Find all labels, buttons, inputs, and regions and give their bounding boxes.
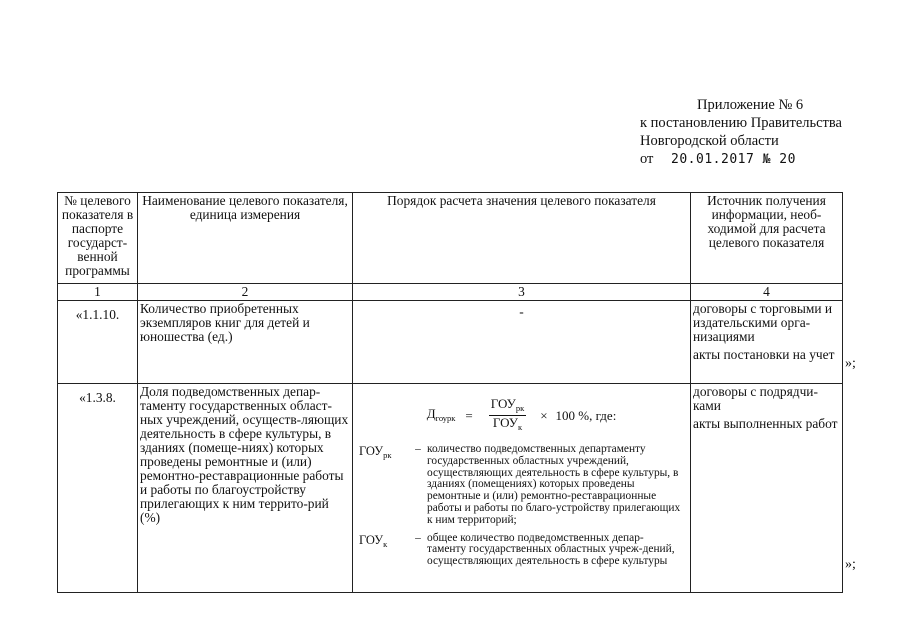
formula-equals: = (465, 407, 473, 423)
formula-fraction (489, 397, 526, 434)
document-header (0, 0, 905, 170)
header-cell-indicator-number: № целевого показателя в паспорте государст-венной программы (58, 193, 138, 284)
definition-symbol-subscript: рк (383, 450, 392, 460)
indicators-table (57, 192, 843, 593)
from-label: от (640, 151, 654, 167)
column-number: 2 (138, 284, 353, 301)
formula-lhs-subscript: гоурк (435, 412, 456, 423)
definition-symbol (355, 444, 409, 527)
indicator-code: «1.1.10. (58, 301, 138, 384)
definition-text: общее количество подведомственных депар-таменту государственных областных учреж-дений, осуществляющих деятельность в сфере культуры (427, 531, 675, 568)
resolution-reference: к постановлению Правительства (640, 115, 842, 131)
indicator-name: Количество приобретенных экземпляров книг для детей и юношества (ед.) (138, 301, 353, 384)
region-name: Новгородской области (640, 133, 779, 149)
definition-symbol (355, 533, 409, 568)
formula-lhs (427, 407, 456, 425)
formula-denominator (491, 416, 524, 434)
calculation-method: - (353, 301, 691, 384)
column-number-row (58, 284, 843, 301)
appendix-number: Приложение № 6 (697, 97, 804, 113)
source-item: акты выполненных работ (693, 416, 838, 431)
row-closing-mark: »; (845, 356, 856, 371)
formula-rest: 100 %, где: (555, 407, 617, 423)
column-number: 3 (353, 284, 691, 301)
definition-symbol-text: ГОУ (359, 444, 384, 458)
information-source (691, 384, 843, 593)
formula-definition (355, 533, 688, 568)
definition-text: количество подведомственных департаменту государственных областных учреждений, осуществляющих деятельность в сфере культуры, в зданиях (помещениях) которых проведены ремонтные и (или) ремонтно-реставрационные работы и работы по благо-устройству прилегающих к ним территорий; (427, 443, 681, 526)
header-cell-information-source: Источник получения информации, необ-ходимой для расчета целевого показателя (691, 193, 843, 284)
table-header-row (58, 193, 843, 284)
definition-dash: – (415, 443, 421, 455)
denominator-symbol: ГОУ (492, 415, 518, 430)
definition-dash: – (415, 531, 421, 544)
row-closing-mark: »; (845, 557, 856, 572)
header-cell-indicator-name: Наименование целевого показателя, единица измерения (138, 193, 353, 284)
definition-symbol-text: ГОУ (359, 532, 384, 547)
definition-symbol-subscript: к (383, 538, 388, 549)
source-item: договоры с подрядчи-ками (693, 384, 818, 413)
source-item: акты постановки на учет (693, 347, 835, 362)
indicator-name: Доля подведомственных депар-таменту государственных област-ных учреждений, осуществ-ляющих деятельность в сфере культуры, в зданиях (помеще-ниях) которых проведены ремонтные и (или) ремонтно-реставрационные работы и работы по благоустройству прилегающих к ним террито-рий (%) (138, 384, 353, 593)
resolution-date-line (640, 150, 796, 169)
source-item: договоры с торговыми и издательскими орга-низациями (693, 301, 833, 344)
indicator-code: «1.3.8. (58, 384, 138, 593)
formula-times: × (540, 407, 548, 423)
table-row (58, 301, 843, 384)
table-row (58, 384, 843, 593)
calculation-method (353, 384, 691, 593)
formula-numerator (489, 397, 526, 416)
information-source (691, 301, 843, 384)
resolution-date: 20.01.2017 № 20 (671, 152, 796, 167)
formula-definition (355, 444, 688, 527)
numerator-subscript: рк (515, 403, 525, 413)
header-cell-calculation-method: Порядок расчета значения целевого показателя (353, 193, 691, 284)
column-number: 1 (58, 284, 138, 301)
denominator-subscript: к (517, 422, 523, 432)
numerator-symbol: ГОУ (490, 396, 516, 411)
column-number: 4 (691, 284, 843, 301)
formula-lhs-symbol: Д (426, 405, 436, 421)
formula (355, 397, 688, 434)
